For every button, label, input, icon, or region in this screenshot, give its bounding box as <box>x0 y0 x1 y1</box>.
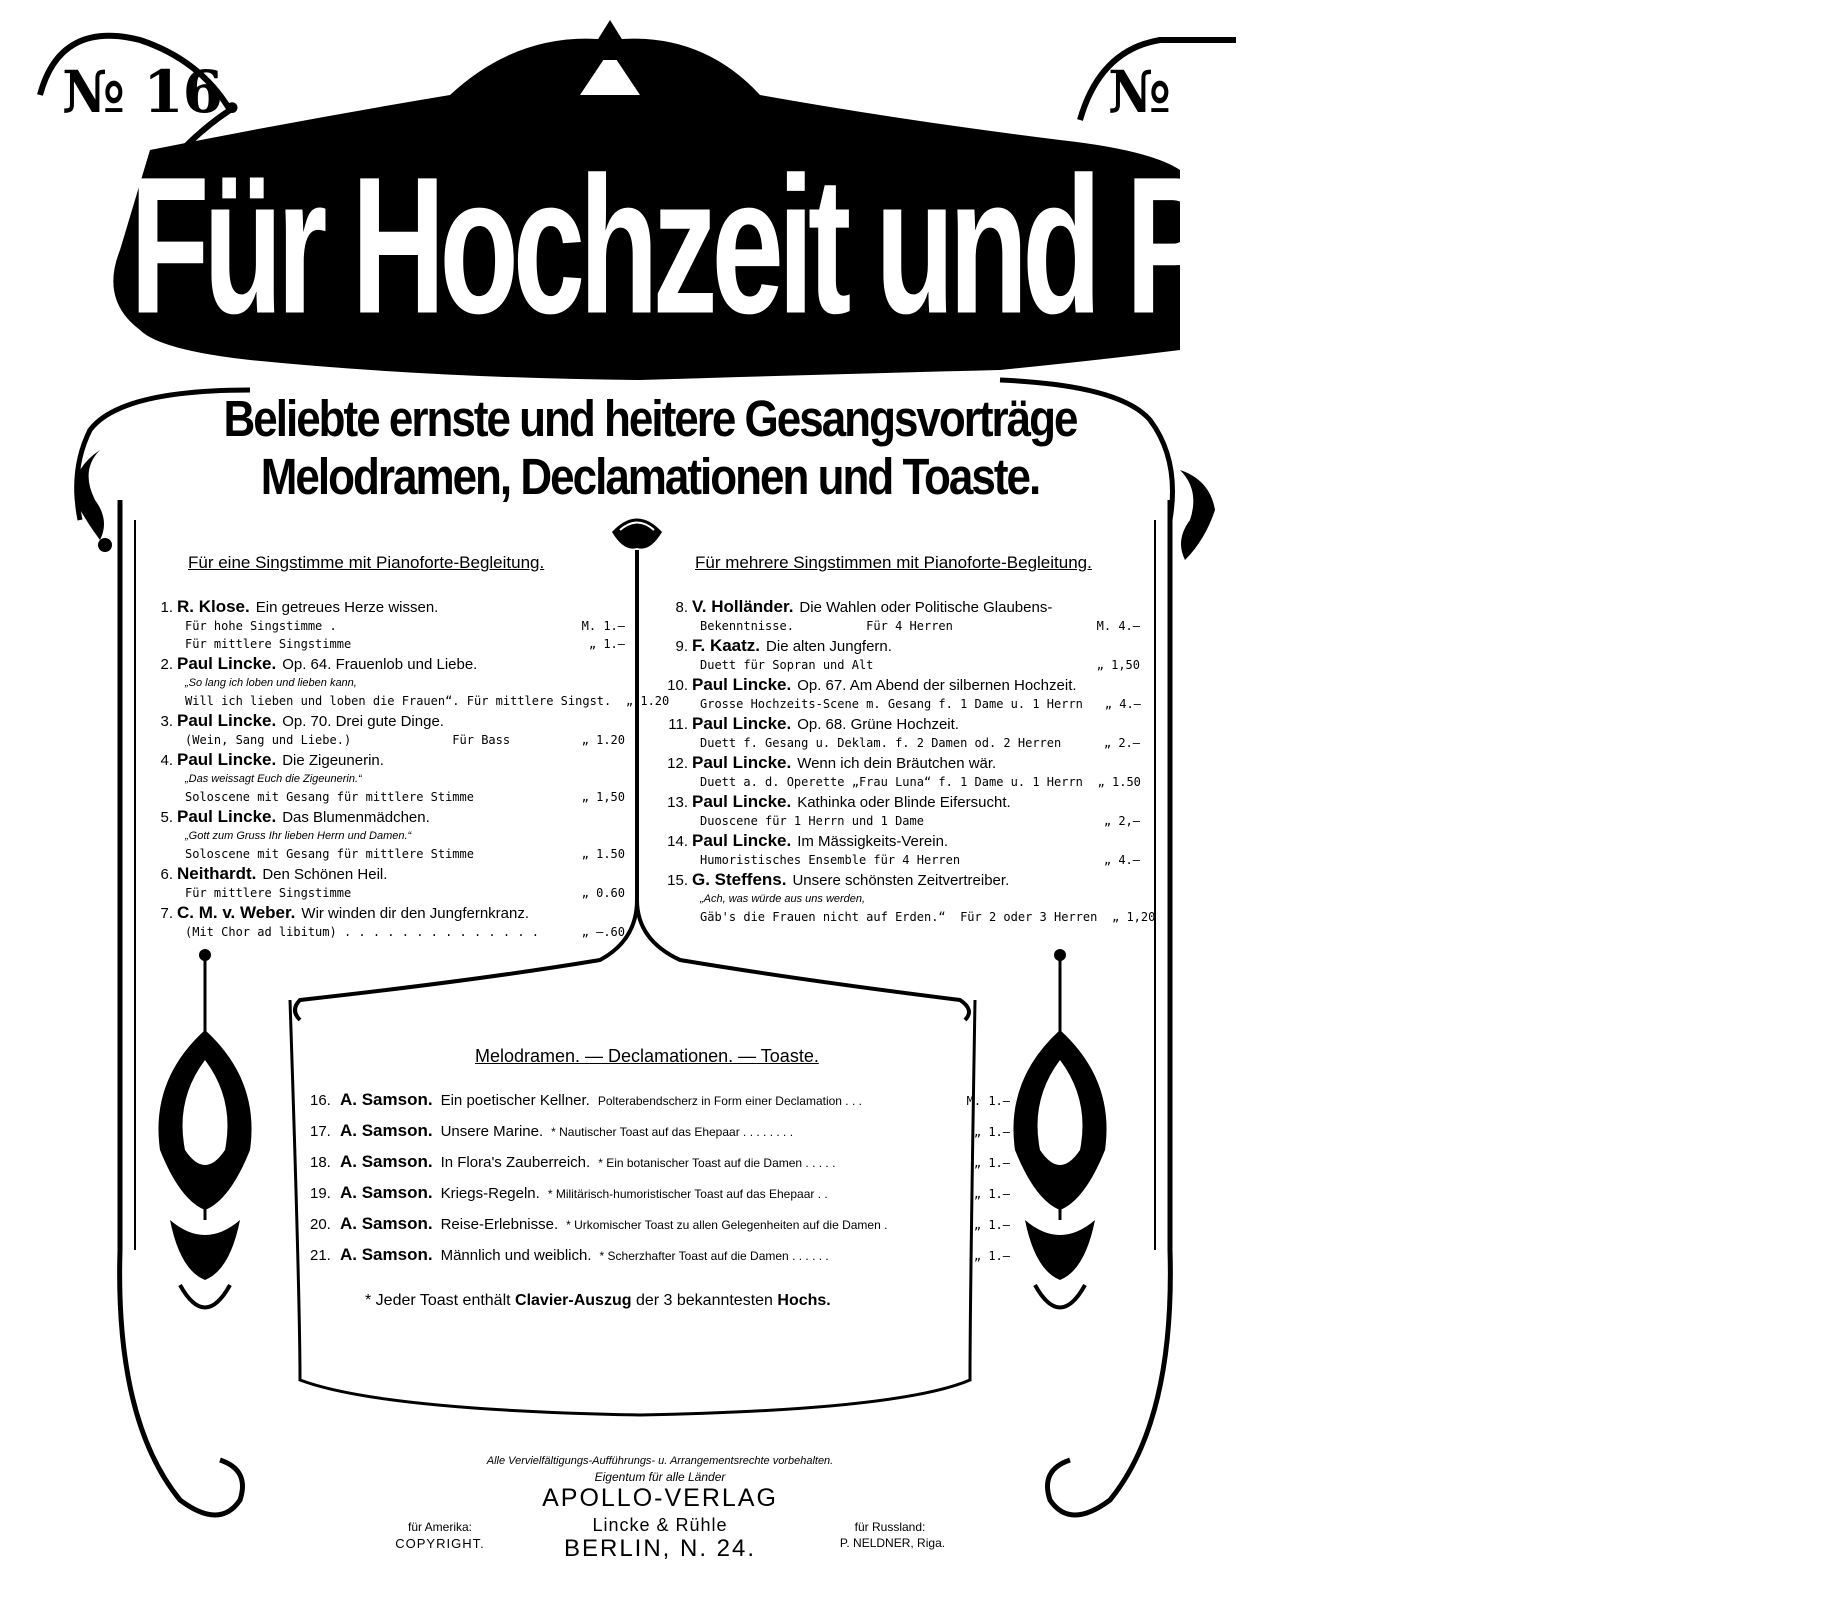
entry-detail-row <box>145 731 625 749</box>
toast-price: „ 1.— <box>973 1249 1010 1263</box>
entry-title: Die Wahlen oder Politische Glaubens- <box>799 599 1053 616</box>
entry-price: „ 1.20 <box>581 733 625 747</box>
toast-price: „ 1.— <box>973 1156 1010 1170</box>
entry-price: „ 1.20 <box>625 694 670 708</box>
entry-heading <box>660 793 1140 812</box>
entry-heading <box>660 832 1140 851</box>
entry-title: Die Zigeunerin. <box>282 752 384 769</box>
entry-detail: Grosse Hochzeits-Scene m. Gesang f. 1 Dame u. 1 Herrn <box>700 697 1083 711</box>
entry-detail-row <box>145 617 625 635</box>
catalogue-entry <box>145 598 625 653</box>
russia-label: für Russland: <box>854 1520 926 1534</box>
entry-number: 4. <box>160 752 173 769</box>
entry-number: 15. <box>667 872 688 889</box>
entry-title: Op. 67. Am Abend der silbernen Hochzeit. <box>797 677 1077 694</box>
entry-price: „ 4.— <box>1103 853 1140 867</box>
entry-title: Wenn ich dein Bräutchen wär. <box>797 755 997 772</box>
right-section-heading: Für mehrere Singstimmen mit Pianoforte-Begleitung. <box>695 553 1092 572</box>
entry-author: R. Klose. <box>177 597 250 616</box>
entry-heading <box>145 751 625 770</box>
catalogue-entry <box>660 754 1140 791</box>
entry-detail: Soloscene mit Gesang für mittlere Stimme <box>185 790 474 804</box>
toast-author: A. Samson. <box>340 1214 433 1233</box>
entry-detail: Gäb's die Frauen nicht auf Erden.“ Für 2 oder 3 Herren <box>700 910 1098 924</box>
entry-detail-row <box>660 812 1140 830</box>
entry-quote: „So lang ich loben und lieben kann, <box>185 677 357 689</box>
catalogue-entry <box>660 832 1140 869</box>
entry-number: 11. <box>668 716 688 733</box>
entry-quote: „Das weissagt Euch die Zigeunerin.“ <box>185 773 362 785</box>
entry-detail-row <box>660 851 1140 869</box>
america-label: für Amerika: <box>407 1520 473 1534</box>
entry-title: Op. 64. Frauenlob und Liebe. <box>282 656 478 673</box>
entry-detail-row <box>660 734 1140 752</box>
rights-notice: Alle Vervielfältigungs-Aufführungs- u. Arrangementsrechte vorbehalten. <box>486 1455 834 1467</box>
entry-title: Den Schönen Heil. <box>262 866 388 883</box>
subtitle-line-1: Beliebte ernste und heitere Gesangsvorträge <box>223 391 1077 448</box>
entry-author: Paul Lincke. <box>177 711 277 730</box>
entry-heading <box>660 598 1140 617</box>
entry-heading <box>145 655 625 674</box>
toast-note-bold-2: Hochs. <box>777 1292 831 1309</box>
toast-entry <box>310 1090 1010 1121</box>
entry-quote: „Ach, was würde aus uns werden, <box>700 893 866 905</box>
entry-heading <box>145 712 625 731</box>
entry-number: 9. <box>675 638 688 655</box>
melodramen-heading: Melodramen. — Declamationen. — Toaste. <box>475 1046 819 1066</box>
entry-detail: Bekenntnisse. Für 4 Herren <box>700 619 953 633</box>
toast-note-mid: der 3 bekanntesten <box>635 1292 773 1309</box>
toast-title: Reise-Erlebnisse. <box>440 1216 559 1233</box>
entry-number: 3. <box>160 713 173 730</box>
toast-price: „ 1.— <box>973 1187 1010 1201</box>
issue-number-right: № <box>1108 58 1171 126</box>
toast-number: 17. <box>310 1123 331 1140</box>
entry-heading <box>145 865 625 884</box>
catalogue-entry <box>145 865 625 902</box>
entry-detail-row <box>145 884 625 902</box>
entry-author: F. Kaatz. <box>692 636 761 655</box>
entry-detail: Für mittlere Singstimme <box>185 886 352 900</box>
entry-title: Im Mässigkeits-Verein. <box>797 833 949 850</box>
toast-number: 18. <box>310 1154 331 1171</box>
toast-description: Polterabendscherz in Form einer Declamation . . . <box>597 1094 862 1108</box>
entry-price: „ 2,— <box>1103 814 1140 828</box>
entry-price: „ 1.— <box>588 637 625 651</box>
entry-author: Neithardt. <box>177 864 257 883</box>
entry-author: V. Holländer. <box>692 597 794 616</box>
entry-title: Ein getreues Herze wissen. <box>255 599 439 616</box>
entry-detail: Will ich lieben und loben die Frauen“. Für mittlere Singst. <box>185 694 612 708</box>
page-title: Für Hochzeit und Polterabend. <box>130 135 1841 355</box>
catalogue-entry <box>145 751 625 806</box>
toast-note-bold-1: Clavier-Auszug <box>515 1292 632 1309</box>
toast-entry <box>310 1245 1010 1276</box>
entry-author: G. Steffens. <box>692 870 787 889</box>
entry-heading <box>660 637 1140 656</box>
entry-price: „ 1.50 <box>581 847 625 861</box>
catalogue-entry <box>660 637 1140 674</box>
toast-description: * Nautischer Toast auf das Ehepaar . . . . . . . . <box>551 1125 794 1139</box>
publisher-firm: Lincke & Rühle <box>592 1515 728 1535</box>
entry-price: „ 1,50 <box>581 790 625 804</box>
entry-author: Paul Lincke. <box>692 675 792 694</box>
toast-author: A. Samson. <box>340 1245 433 1264</box>
subtitle-line-2: Melodramen, Declamationen und Toaste. <box>260 449 1040 506</box>
toast-title: Männlich und weiblich. <box>440 1247 592 1264</box>
entry-author: Paul Lincke. <box>692 753 792 772</box>
toast-number: 19. <box>310 1185 331 1202</box>
toast-description: * Ein botanischer Toast auf die Damen . . . . . <box>598 1156 836 1170</box>
entry-price: M. 1.— <box>581 619 625 633</box>
entry-author: Paul Lincke. <box>692 831 792 850</box>
entry-author: C. M. v. Weber. <box>177 903 296 922</box>
catalogue-entry <box>145 712 625 749</box>
catalogue-entry <box>660 598 1140 635</box>
toast-note <box>365 1292 831 1310</box>
entry-number: 14. <box>667 833 688 850</box>
entry-price: „ 1.50 <box>1097 775 1141 789</box>
entry-detail-row <box>660 617 1140 635</box>
entry-number: 2. <box>160 656 173 673</box>
entry-price: „ —.60 <box>581 925 625 939</box>
toast-description: * Scherzhafter Toast auf die Damen . . . . . . <box>599 1249 829 1263</box>
toast-price: „ 1.— <box>973 1218 1010 1232</box>
entry-detail: Humoristisches Ensemble für 4 Herren <box>700 853 961 867</box>
entry-detail: Für mittlere Singstimme <box>185 637 352 651</box>
toast-price: „ 1.— <box>973 1125 1010 1139</box>
toast-author: A. Samson. <box>340 1090 433 1109</box>
catalogue-entry <box>145 808 625 863</box>
toast-number: 16. <box>310 1092 331 1109</box>
entry-author: Paul Lincke. <box>177 807 277 826</box>
entry-number: 10. <box>667 677 688 694</box>
left-section-list <box>145 597 670 943</box>
entry-title: Das Blumenmädchen. <box>282 809 430 826</box>
entry-number: 13. <box>667 794 688 811</box>
entry-detail-row <box>145 692 670 710</box>
entry-title: Die alten Jungfern. <box>766 638 892 655</box>
entry-detail-row <box>145 635 625 653</box>
toast-price: M. 1.— <box>966 1094 1010 1108</box>
melodramen-list <box>310 1090 1010 1276</box>
entry-heading <box>660 754 1140 773</box>
toast-title: In Flora's Zauberreich. <box>440 1154 591 1171</box>
entry-number: 7. <box>160 905 173 922</box>
toast-title: Unsere Marine. <box>440 1123 544 1140</box>
entry-heading <box>145 598 625 617</box>
entry-title: Unsere schönsten Zeitvertreiber. <box>792 872 1010 889</box>
entry-heading <box>660 676 1140 695</box>
entry-detail-row <box>660 695 1140 713</box>
entry-detail: Duett für Sopran und Alt <box>700 658 874 672</box>
toast-author: A. Samson. <box>340 1183 433 1202</box>
toast-description: * Militärisch-humoristischer Toast auf das Ehepaar . . <box>547 1187 828 1201</box>
russia-agent: P. NELDNER, Riga. <box>839 1536 946 1550</box>
catalogue-entry <box>660 870 1156 926</box>
entry-detail-row <box>145 788 625 806</box>
issue-number-left: № 16. <box>62 58 242 126</box>
entry-heading <box>660 871 1140 890</box>
entry-detail-row <box>660 656 1140 674</box>
entry-detail: Soloscene mit Gesang für mittlere Stimme <box>185 847 474 861</box>
publisher-name: APOLLO-VERLAG <box>542 1484 778 1512</box>
toast-title: Kriegs-Regeln. <box>440 1185 540 1202</box>
entry-title: Wir winden dir den Jungfernkranz. <box>301 905 530 922</box>
toast-note-text: * Jeder Toast enthält <box>365 1292 511 1309</box>
entry-detail: Duoscene für 1 Herrn und 1 Dame <box>700 814 924 828</box>
entry-number: 5. <box>160 809 173 826</box>
toast-entry <box>310 1183 1010 1214</box>
entry-price: M. 4.— <box>1096 619 1140 633</box>
entry-title: Kathinka oder Blinde Eifersucht. <box>797 794 1011 811</box>
entry-heading <box>145 904 625 923</box>
toast-description: * Urkomischer Toast zu allen Gelegenheiten auf die Damen . <box>566 1218 888 1232</box>
toast-number: 21. <box>310 1247 331 1264</box>
entry-number: 8. <box>675 599 688 616</box>
publisher-city: BERLIN, N. 24. <box>563 1535 757 1562</box>
toast-entry <box>310 1121 1010 1152</box>
toast-title: Ein poetischer Kellner. <box>440 1092 590 1109</box>
entry-detail-row <box>660 908 1156 926</box>
entry-price: „ 1,50 <box>1096 658 1140 672</box>
entry-title: Op. 70. Drei gute Dinge. <box>282 713 444 730</box>
entry-detail-row <box>145 923 625 941</box>
entry-price: „ 0.60 <box>581 886 625 900</box>
entry-price: „ 1,20 <box>1112 910 1156 924</box>
property-notice: Eigentum für alle Länder <box>594 1470 726 1484</box>
entry-number: 6. <box>160 866 173 883</box>
entry-author: Paul Lincke. <box>692 714 792 733</box>
catalogue-entry <box>145 904 625 941</box>
entry-heading <box>660 715 1140 734</box>
entry-author: Paul Lincke. <box>177 654 277 673</box>
catalogue-entry <box>145 654 670 710</box>
catalogue-entry <box>660 793 1140 830</box>
entry-detail: (Mit Chor ad libitum) . . . . . . . . . . . . . . <box>185 925 540 939</box>
entry-price: „ 2.— <box>1103 736 1140 750</box>
entry-title: Op. 68. Grüne Hochzeit. <box>797 716 959 733</box>
entry-detail: (Wein, Sang und Liebe.) Für Bass <box>185 733 511 747</box>
catalogue-entry <box>660 715 1140 752</box>
entry-heading <box>145 808 625 827</box>
entry-author: Paul Lincke. <box>692 792 792 811</box>
entry-price: „ 4.— <box>1104 697 1141 711</box>
entry-detail-row <box>660 773 1140 791</box>
entry-number: 12. <box>667 755 688 772</box>
entry-detail: Duett f. Gesang u. Deklam. f. 2 Damen od. 2 Herren <box>700 736 1062 750</box>
entry-detail: Für hohe Singstimme . <box>185 619 337 633</box>
toast-author: A. Samson. <box>340 1121 433 1140</box>
left-section-heading: Für eine Singstimme mit Pianoforte-Begleitung. <box>188 553 545 572</box>
toast-entry <box>310 1214 1010 1245</box>
right-section-list <box>660 597 1156 928</box>
america-copyright: COPYRIGHT. <box>395 1536 485 1551</box>
entry-number: 1. <box>160 599 173 616</box>
entry-author: Paul Lincke. <box>177 750 277 769</box>
entry-detail: Duett a. d. Operette „Frau Luna“ f. 1 Dame u. 1 Herrn <box>700 775 1083 789</box>
toast-number: 20. <box>310 1216 331 1233</box>
entry-detail-row <box>145 845 625 863</box>
entry-quote: „Gott zum Gruss Ihr lieben Herrn und Damen.“ <box>185 830 412 842</box>
toast-author: A. Samson. <box>340 1152 433 1171</box>
toast-entry <box>310 1152 1010 1183</box>
catalogue-entry <box>660 676 1140 713</box>
